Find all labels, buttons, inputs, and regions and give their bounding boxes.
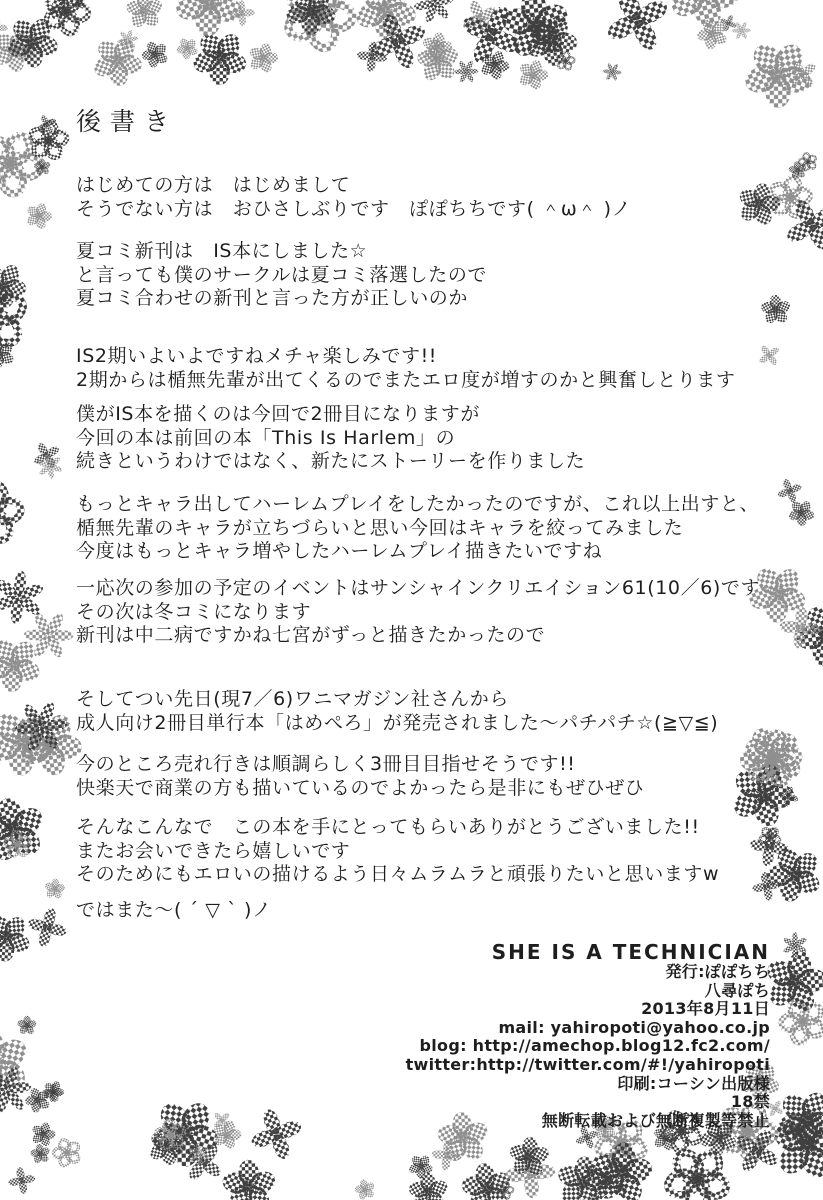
twitter-url: twitter:http://twitter.com/#!/yahiropoti: [405, 1054, 770, 1074]
blog-url: blog: http://amechop.blog12.fc2.com/: [419, 1036, 770, 1056]
paragraph-greeting: [76, 174, 631, 221]
copyright-notice: 無断転載および無断複製等禁止: [541, 1110, 770, 1130]
text-line: IS2期いよいよですねメチャ楽しみです!!: [76, 345, 438, 367]
text-line: 続きというわけではなく、新たにストーリーを作りました: [76, 450, 586, 472]
text-line: はじめての方は はじめまして: [76, 174, 351, 196]
text-line: 今のところ売れ行きは順調らしく3冊目目指せそうです!!: [76, 753, 576, 775]
mail-address: mail: yahiropoti@yahoo.co.jp: [498, 1017, 770, 1037]
text-line: ではまた～( ´ ▽ ` )ノ: [76, 899, 272, 921]
paragraph-is-season2: [76, 345, 736, 392]
paragraph-tankobon: [76, 688, 718, 735]
paragraph-thanks: [76, 816, 719, 887]
text-line: と言っても僕のサークルは夏コミ落選したので: [76, 263, 488, 286]
publish-date: 2013年8月11日: [641, 999, 770, 1019]
text-line: 今度はもっとキャラ増やしたハーレムプレイ描きたいですね: [76, 540, 603, 562]
text-line: 夏コミ合わせの新刊と言った方が正しいのか: [76, 287, 469, 309]
colophon: [406, 941, 770, 1130]
paragraph-second-book: [76, 403, 585, 474]
text-line: その次は冬コミになります: [76, 600, 312, 623]
text-line: 成人向け2冊目単行本「はめぺろ」が発売されました～パチパチ☆(≧▽≦): [76, 711, 719, 734]
text-line: 楯無先輩のキャラが立ちづらいと思い今回はキャラを絞ってみました: [76, 516, 684, 539]
text-line: 新刊は中二病ですかね七宮がずっと描きたかったので: [76, 624, 546, 646]
text-line: そのためにもエロいの描けるよう日々ムラムラと頑張りたいと思いますw: [76, 863, 720, 885]
publisher-circle: 発行:ぽぽちち: [665, 962, 770, 981]
text-line: 快楽天で商業の方も描いているのでよかったら是非にもぜひぜひ: [76, 776, 645, 799]
book-title: SHE IS A TECHNICIAN: [491, 940, 770, 964]
text-line: 今回の本は前回の本「This Is Harlem」の: [76, 426, 456, 449]
text-line: もっとキャラ出してハーレムプレイをしたかったのですが、これ以上出すと、: [76, 493, 760, 515]
text-line: 2期からは楯無先輩が出てくるのでまたエロ度が増すのかと興奮しとります: [76, 368, 736, 391]
text-line: そしてつい先日(現7／6)ワニマガジン社さんから: [76, 688, 509, 710]
paragraph-farewell: [76, 899, 272, 923]
text-line: そうでない方は おひさしぶりです ぽぽちちです( ＾ω＾ )ノ: [76, 197, 632, 220]
text-line: またお会いできたら嬉しいです: [76, 839, 351, 862]
author-name: 八尋ぽち: [704, 980, 770, 1000]
paragraph-natsucomi: [76, 240, 487, 311]
text-line: 僕がIS本を描くのは今回で2冊目になりますが: [76, 403, 480, 425]
text-line: 夏コミ新刊は IS本にしました☆: [76, 240, 368, 262]
paragraph-characters: [76, 493, 759, 564]
paragraph-sales: [76, 753, 644, 800]
age-rating: 18禁: [730, 1092, 770, 1112]
text-line: 一応次の参加の予定のイベントはサンシャインクリエイション61(10／6)です: [76, 577, 761, 599]
text-line: そんなこんなで この本を手にとってもらいありがとうございました!!: [76, 816, 700, 838]
paragraph-next-events: [76, 577, 760, 648]
page-title: 後書き: [76, 107, 179, 136]
printer-credit: 印刷:コーシン出版様: [617, 1073, 770, 1093]
